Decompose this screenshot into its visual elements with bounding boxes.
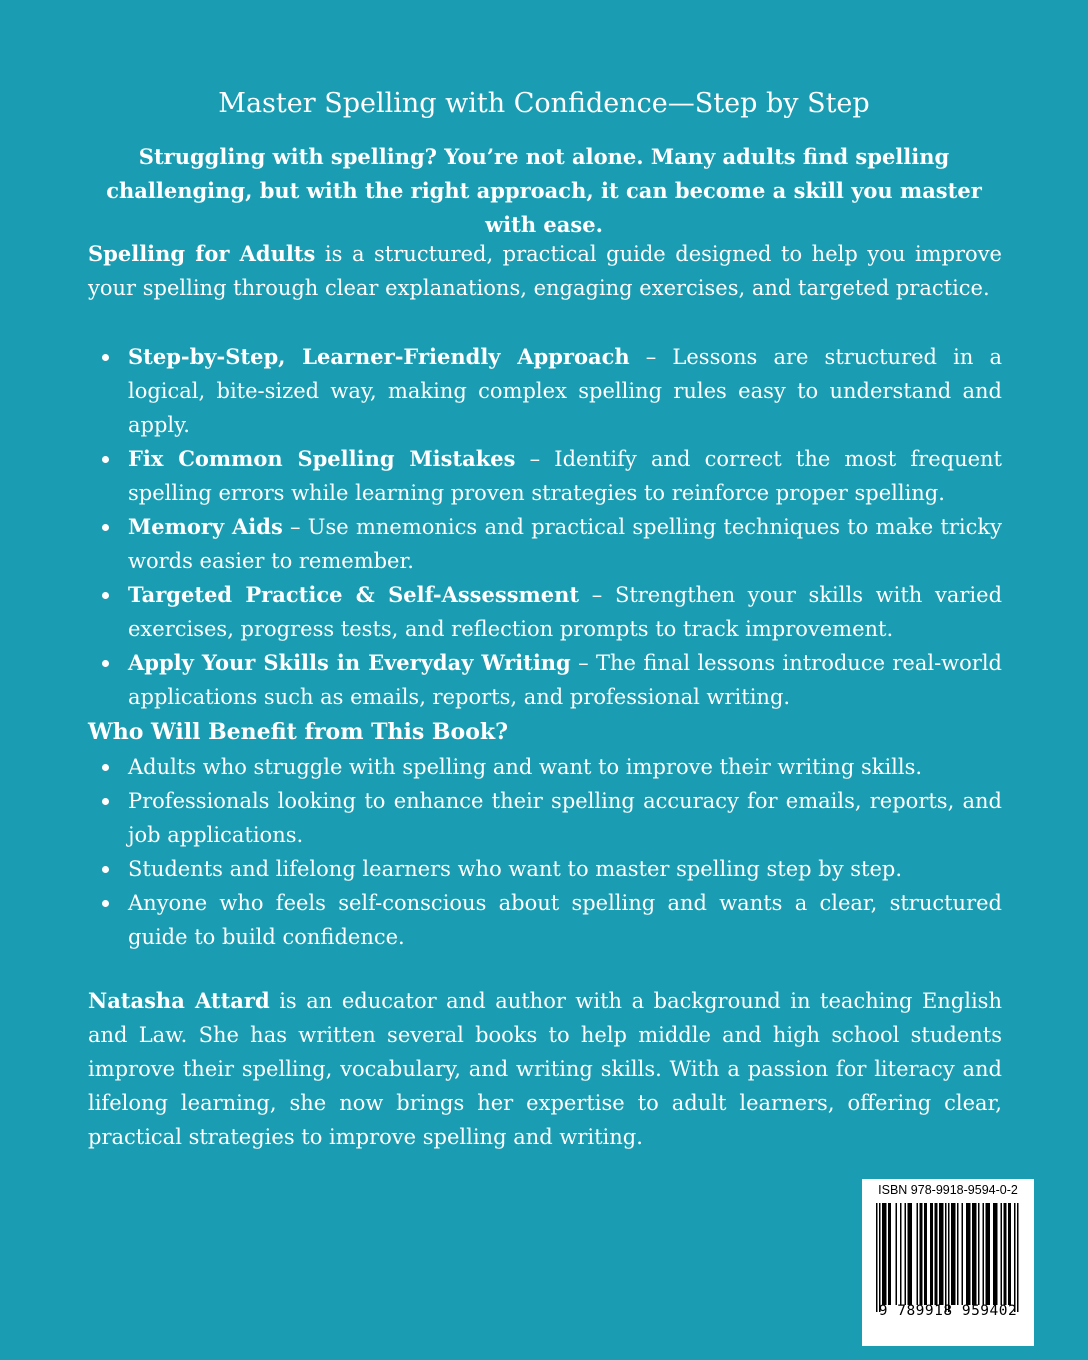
barcode-bar [945, 1203, 947, 1312]
barcode-bar [951, 1203, 953, 1305]
feature-item [88, 340, 1002, 442]
barcode-bar [879, 1203, 881, 1312]
barcode-bar [948, 1203, 950, 1312]
barcode-bar [953, 1203, 955, 1305]
benefit-item [88, 852, 1002, 886]
barcode-bar [930, 1203, 932, 1305]
author-name: Natasha Attard [88, 988, 270, 1013]
feature-text: – The final lessons introduce real-world applications such as emails, reports, and professional writing. [128, 651, 1002, 709]
barcode-bar [989, 1203, 991, 1305]
feature-title: Targeted Practice & Self-Assessment [128, 582, 580, 607]
barcode-bar [966, 1203, 968, 1305]
isbn-barcode [862, 1179, 1034, 1346]
feature-item [88, 510, 1002, 578]
feature-text: – Identify and correct the most frequent spelling errors while learning proven strategies to reinforce proper spelling. [128, 447, 1002, 505]
barcode-bar [935, 1203, 937, 1305]
intro-paragraph: Struggling with spelling? You’re not alone. Many adults find spelling challenging, but with the right approach, it can become a skill you master with ease. [106, 144, 982, 237]
barcode-bar [1017, 1203, 1019, 1312]
barcode-bar [896, 1203, 898, 1305]
barcode-bar [968, 1203, 970, 1305]
author-bio [88, 984, 1002, 1154]
barcode-bar [876, 1203, 878, 1312]
barcode-bar [1004, 1203, 1006, 1305]
barcode-bar [1001, 1203, 1003, 1305]
barcode-bar [905, 1203, 907, 1305]
barcode-bar [1010, 1203, 1012, 1305]
bullet-icon [102, 456, 109, 463]
barcode-bar [932, 1203, 934, 1305]
barcode-bar [987, 1203, 989, 1305]
feature-item [88, 646, 1002, 714]
barcode-bar [974, 1203, 976, 1305]
barcode-bar [911, 1203, 913, 1305]
benefit-item [88, 886, 1002, 954]
barcode-bar [969, 1203, 971, 1305]
barcode-bar [888, 1203, 890, 1305]
benefit-item [88, 750, 1002, 784]
barcode-bar [942, 1203, 944, 1305]
back-cover-headline: Master Spelling with Confidence—Step by Step [218, 88, 870, 119]
barcode-bar [926, 1203, 928, 1305]
benefit-text: Students and lifelong learners who want to master spelling step by step. [128, 857, 903, 881]
feature-title: Fix Common Spelling Mistakes [128, 446, 516, 471]
barcode-bar [954, 1203, 956, 1305]
book-description [88, 237, 1002, 305]
feature-text: – Use mnemonics and practical spelling techniques to make tricky words easier to remember. [128, 515, 1002, 573]
barcode-bar [941, 1203, 943, 1305]
author-bio-text: is an educator and author with a background in teaching English and Law. She has written several books to help middle and high school students improve their spelling, vocabulary, and writing skills. With a passion for literacy and lifelong learning, she now brings her expertise to adult learners, offering clear, practical strategies to improve spelling and writing. [88, 989, 1002, 1149]
feature-text: – Lessons are structured in a logical, bite-sized way, making complex spelling rules easy to understand and apply. [128, 345, 1002, 437]
barcode-bar [882, 1203, 884, 1305]
barcode-bar [1005, 1203, 1007, 1305]
bullet-icon [102, 524, 109, 531]
benefits-heading: Who Will Benefit from This Book? [88, 719, 508, 745]
feature-item [88, 442, 1002, 510]
barcode-bar [885, 1203, 887, 1305]
barcode-bar [908, 1203, 910, 1305]
barcode-bar [1008, 1203, 1010, 1305]
barcode-bar [957, 1203, 959, 1305]
barcode-bar [993, 1203, 995, 1305]
benefit-text: Professionals looking to enhance their spelling accuracy for emails, reports, and job applications. [128, 789, 1002, 847]
barcode-bar [917, 1203, 919, 1305]
feature-title: Step-by-Step, Learner-Friendly Approach [128, 344, 630, 369]
barcode-bar [920, 1203, 922, 1305]
bullet-icon [102, 900, 109, 907]
barcode-bar [884, 1203, 886, 1305]
barcode-bar [995, 1203, 997, 1305]
benefit-text: Adults who struggle with spelling and want to improve their writing skills. [128, 755, 923, 779]
barcode-digits: 9 789918 959402 [878, 1303, 1018, 1319]
barcode-bar [978, 1203, 980, 1305]
barcode-bars [862, 1179, 1034, 1346]
bullet-icon [102, 660, 109, 667]
barcode-bar [983, 1203, 985, 1305]
isbn-label: ISBN 978-9918-9594-0-2 [878, 1183, 1018, 1197]
feature-list [88, 340, 1002, 714]
feature-title: Memory Aids [128, 514, 283, 539]
barcode-bar [936, 1203, 938, 1305]
feature-text: – Strengthen your skills with varied exercises, progress tests, and reflection prompts to track improvement. [128, 583, 1003, 641]
feature-title: Apply Your Skills in Everyday Writing [128, 650, 571, 675]
barcode-bar [1014, 1203, 1016, 1312]
barcode-bar [890, 1203, 892, 1305]
bullet-icon [102, 866, 109, 873]
barcode-bar [962, 1203, 964, 1305]
barcode-bar [909, 1203, 911, 1305]
barcode-bar [972, 1203, 974, 1305]
barcode-bar [921, 1203, 923, 1305]
feature-item [88, 578, 1002, 646]
benefits-list [88, 750, 1002, 954]
description-text: is a structured, practical guide designed to help you improve your spelling through clear explanations, engaging exercises, and targeted practice. [88, 242, 1002, 300]
benefit-item [88, 784, 1002, 852]
barcode-bar [924, 1203, 926, 1305]
bullet-icon [102, 764, 109, 771]
benefit-text: Anyone who feels self-conscious about spelling and wants a clear, structured guide to build confidence. [128, 891, 1002, 949]
barcode-bar [996, 1203, 998, 1305]
barcode-bar [975, 1203, 977, 1305]
barcode-bar [900, 1203, 902, 1305]
barcode-bar [986, 1203, 988, 1305]
book-title: Spelling for Adults [88, 241, 316, 266]
barcode-bar [939, 1203, 941, 1305]
bullet-icon [102, 592, 109, 599]
bullet-icon [102, 798, 109, 805]
bullet-icon [102, 354, 109, 361]
